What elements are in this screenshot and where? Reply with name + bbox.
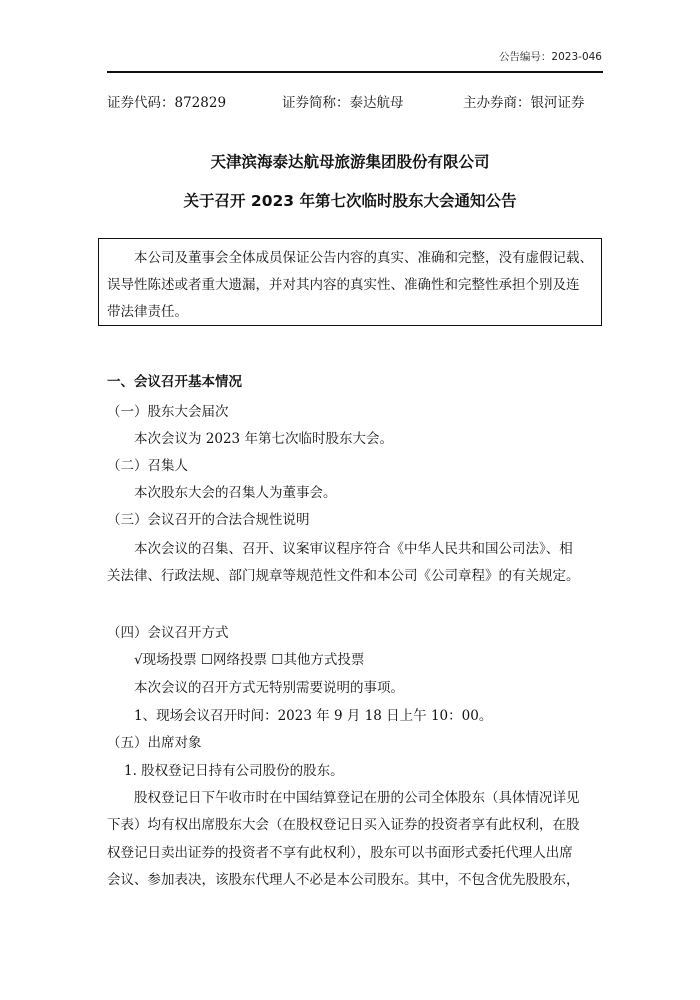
header-rule bbox=[107, 71, 603, 73]
sponsor-broker: 主办券商：银河证券 bbox=[463, 95, 585, 111]
paragraph: 本次股东大会的召集人为董事会。 bbox=[134, 485, 337, 501]
statement-line: 带法律责任。 bbox=[107, 304, 188, 320]
paragraph: 本次会议的召集、召开、议案审议程序符合《中华人民共和国公司法》、相 bbox=[134, 541, 573, 557]
company-title: 天津滨海泰达航母旅游集团股份有限公司 bbox=[210, 153, 490, 171]
meeting-time: 1、现场会议召开时间：2023 年 9 月 18 日上午 10：00。 bbox=[134, 708, 493, 724]
subsection-title: （二）召集人 bbox=[107, 458, 188, 474]
stock-name: 证券简称：泰达航母 bbox=[282, 95, 404, 111]
paragraph: 下表）均有权出席股东大会（在股权登记日买入证券的投资者享有此权利，在股 bbox=[107, 817, 580, 833]
stock-code: 证券代码：872829 bbox=[107, 95, 227, 111]
paragraph: 会议、参加表决，该股东代理人不必是本公司股东。其中，不包含优先股股东， bbox=[107, 872, 580, 888]
voting-method-options: √现场投票 ☐网络投票 ☐其他方式投票 bbox=[134, 652, 365, 668]
subsection-title: （一）股东大会届次 bbox=[107, 404, 229, 420]
subsection-title: （四）会议召开方式 bbox=[107, 625, 229, 641]
paragraph: 权登记日卖出证券的投资者不享有此权利），股东可以书面形式委托代理人出席 bbox=[107, 845, 573, 861]
paragraph: 本次会议的召开方式无特别需要说明的事项。 bbox=[134, 680, 404, 696]
statement-line: 本公司及董事会全体成员保证公告内容的真实、准确和完整，没有虚假记载、 bbox=[134, 250, 593, 266]
announcement-number: 公告编号：2023-046 bbox=[498, 51, 602, 63]
paragraph: 关法律、行政法规、部门规章等规范性文件和本公司《公司章程》的有关规定。 bbox=[107, 568, 580, 584]
subsection-title: （三）会议召开的合法合规性说明 bbox=[107, 512, 310, 528]
section-heading: 一、会议召开基本情况 bbox=[107, 374, 242, 390]
notice-title: 关于召开 2023 年第七次临时股东大会通知公告 bbox=[183, 192, 517, 210]
list-item: 1. 股权登记日持有公司股份的股东。 bbox=[124, 763, 344, 779]
paragraph: 本次会议为 2023 年第七次临时股东大会。 bbox=[134, 431, 393, 447]
subsection-title: （五）出席对象 bbox=[107, 735, 202, 751]
statement-line: 误导性陈述或者重大遗漏，并对其内容的真实性、准确性和完整性承担个别及连 bbox=[107, 277, 580, 293]
paragraph: 股权登记日下午收市时在中国结算登记在册的公司全体股东（具体情况详见 bbox=[134, 790, 580, 806]
